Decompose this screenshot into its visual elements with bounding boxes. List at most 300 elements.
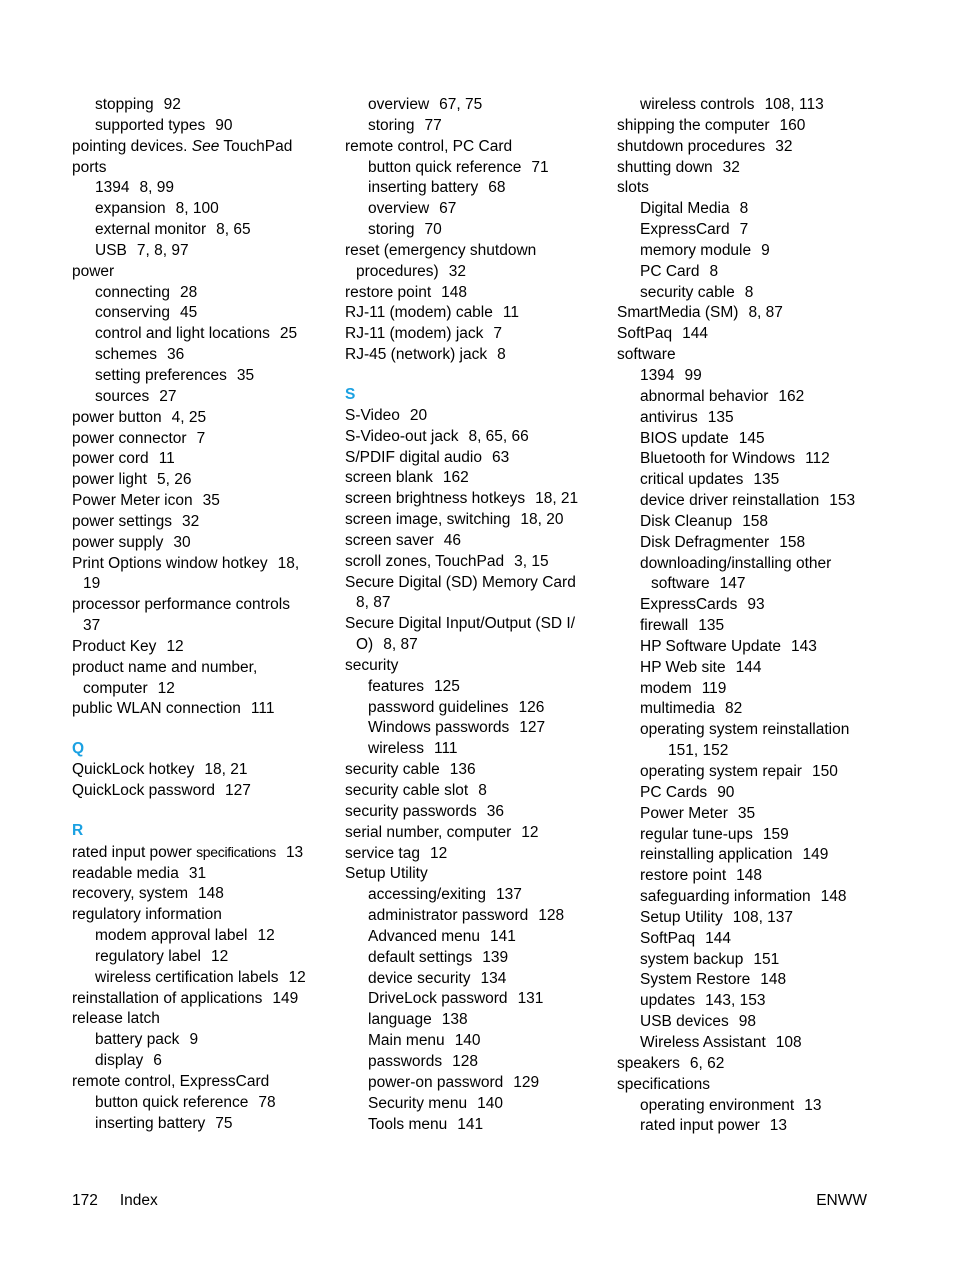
page-refs: 32: [181, 512, 200, 530]
entry-term: USB: [95, 241, 127, 259]
entry-term: reset (emergency shutdown: [345, 241, 537, 259]
index-subentry: [72, 947, 334, 968]
index-entry: [72, 884, 334, 905]
page-refs: 108, 137: [732, 908, 794, 926]
index-entry: [345, 802, 607, 823]
index-entry-cont: [72, 616, 334, 637]
page-refs: 32: [448, 262, 466, 280]
page-number: 172: [72, 1192, 98, 1209]
entry-term: Disk Defragmenter: [640, 533, 770, 551]
entry-term: RJ-11 (modem) cable: [345, 304, 493, 322]
page-refs: 148: [441, 283, 468, 301]
entry-term: language: [368, 1011, 432, 1029]
page-refs: 162: [778, 387, 805, 405]
index-subentry: [72, 387, 334, 408]
page-refs: 148: [760, 971, 787, 989]
entry-term: 1394: [640, 366, 675, 384]
index-subentry: [617, 679, 879, 700]
page-refs: 90: [215, 116, 233, 134]
entry-term: operating environment: [640, 1096, 795, 1114]
index-subentry: [345, 95, 607, 116]
page-refs: 25: [279, 325, 298, 343]
page-refs: 70: [424, 221, 442, 239]
index-subentry: [617, 241, 879, 262]
page-refs: 160: [779, 116, 806, 134]
page-refs: 8, 87: [356, 594, 391, 612]
entry-term: security cable slot: [345, 782, 469, 799]
page-refs: 125: [434, 677, 460, 695]
entry-term: processor performance controls: [72, 596, 290, 614]
entry-term: pointing devices.: [72, 137, 188, 155]
entry-term: BIOS update: [640, 429, 729, 447]
entry-term: Product Key: [72, 637, 157, 655]
entry-term: rated input power: [640, 1117, 760, 1135]
index-subentry: [345, 1073, 607, 1094]
entry-term: power: [72, 262, 115, 280]
entry-term: screen brightness hotkeys: [345, 490, 526, 508]
page-refs: 90: [717, 783, 735, 801]
index-subentry: [617, 783, 879, 804]
entry-term: supported types: [95, 116, 206, 134]
page-refs: 159: [762, 825, 789, 843]
index-entry: [72, 842, 334, 864]
index-entry: [72, 554, 334, 575]
index-subentry: [72, 303, 334, 324]
index-subentry: [617, 762, 879, 783]
index-entry-cont: [72, 574, 334, 595]
index-subentry: [617, 1033, 879, 1054]
page-refs: 7, 8, 97: [136, 241, 189, 259]
index-entry: [72, 491, 334, 512]
index-subentry: [617, 1096, 879, 1117]
index-entry: [72, 158, 334, 179]
entry-term: regulatory information: [72, 906, 222, 924]
index-subentry: [72, 968, 334, 989]
entry-term: restore point: [640, 867, 727, 885]
entry-term: Windows passwords: [368, 719, 510, 737]
page-refs: 6: [153, 1052, 162, 1070]
index-subentry: [617, 408, 879, 429]
index-subentry: [617, 262, 879, 283]
index-entry: [72, 262, 334, 283]
page-refs: 136: [449, 761, 476, 779]
entry-term: S-Video: [345, 406, 400, 424]
footer-left: [72, 1190, 158, 1212]
entry-term: rated input power: [72, 843, 192, 861]
page-refs: 138: [441, 1011, 468, 1029]
index-subentry: [72, 1114, 334, 1135]
page-refs: 77: [424, 116, 442, 134]
entry-term: schemes: [95, 346, 158, 364]
index-entry: [72, 408, 334, 429]
entry-term: storing: [368, 116, 415, 134]
entry-term: inserting battery: [368, 179, 479, 197]
entry-term: scroll zones, TouchPad: [345, 552, 505, 570]
page-refs: 8: [478, 782, 487, 799]
page-refs: 150: [811, 763, 838, 780]
page-refs: 144: [735, 658, 762, 676]
continuation-text: O): [356, 636, 374, 654]
page-refs: 11: [502, 304, 519, 322]
index-subentry: [345, 969, 607, 990]
entry-term: remote control, PC Card: [345, 137, 513, 155]
entry-term: power-on password: [368, 1073, 504, 1091]
page-refs: 145: [738, 429, 765, 447]
entry-term: RJ-45 (network) jack: [345, 346, 488, 364]
index-subentry: [617, 699, 879, 720]
section-letter: S: [345, 385, 356, 403]
continuation-text: 19: [83, 575, 101, 593]
entry-term: Security menu: [368, 1094, 468, 1112]
index-subentry: [345, 739, 607, 760]
index-subentry: [345, 158, 607, 179]
page-refs: 68: [488, 179, 506, 197]
index-subentry: [345, 906, 607, 927]
page-refs: 144: [682, 325, 709, 343]
entry-term: expansion: [95, 200, 166, 218]
index-entry: [345, 864, 607, 885]
entry-term: wireless controls: [640, 96, 755, 113]
index-entry: [345, 345, 607, 366]
page-refs: 6, 62: [689, 1054, 725, 1072]
page-refs: 35: [737, 804, 756, 822]
page-refs: 141: [490, 927, 516, 945]
index-entry: [345, 531, 607, 552]
entry-term: Digital Media: [640, 200, 730, 218]
page-refs: 4, 25: [171, 408, 207, 426]
index-subentry: [345, 698, 607, 719]
entry-term: Setup Utility: [345, 865, 428, 883]
entry-continuation: [72, 679, 334, 700]
index-subentry: [617, 220, 879, 241]
index-entry: [345, 656, 607, 677]
page-refs: 67, 75: [439, 96, 483, 113]
page-refs: 18, 21: [535, 490, 579, 508]
page-refs: 128: [452, 1052, 478, 1070]
index-entry: [72, 595, 334, 616]
page-refs: 111: [250, 700, 275, 718]
entry-term: Advanced menu: [368, 927, 481, 945]
index-subentry: [617, 720, 879, 741]
entry-term: Setup Utility: [640, 908, 723, 926]
entry-continuation: [72, 616, 334, 637]
page-refs: 141: [457, 1115, 484, 1133]
index-subentry: [617, 825, 879, 846]
page-refs: 135: [698, 617, 725, 635]
entry-term: product name and number,: [72, 658, 258, 676]
page-refs: 162: [442, 469, 469, 487]
entry-term: Disk Cleanup: [640, 512, 733, 530]
page-refs: 36: [486, 802, 505, 820]
index-entry: [72, 449, 334, 470]
entry-term: screen saver: [345, 531, 434, 549]
page-refs: 137: [496, 886, 522, 904]
index-column-2: [345, 95, 607, 1135]
page-refs: 31: [188, 864, 207, 882]
index-entry-cont: [345, 593, 607, 614]
index-entry: [345, 781, 607, 802]
index-subentry: [617, 283, 879, 304]
page-refs: 8: [497, 346, 506, 364]
page-refs: 5, 26: [156, 471, 192, 489]
page-refs: 149: [802, 846, 829, 864]
entry-term: overview: [368, 200, 430, 218]
see-reference: See: [191, 137, 220, 155]
page-refs: 7: [196, 429, 206, 447]
page-refs: 12: [521, 823, 539, 841]
index-entry: [72, 864, 334, 885]
index-entry: [72, 470, 334, 491]
page-refs: 108, 113: [764, 96, 824, 113]
index-subentry: [345, 1115, 607, 1136]
index-subentry: [72, 178, 334, 199]
entry-term: serial number, computer: [345, 823, 512, 841]
page-refs: 129: [513, 1073, 540, 1091]
index-entry: [345, 448, 607, 469]
entry-term: Tools menu: [368, 1115, 448, 1133]
page-refs: 99: [684, 366, 702, 384]
page-refs: 127: [519, 719, 546, 737]
index-entry: [72, 989, 334, 1010]
page-refs: 30: [173, 533, 191, 551]
page-refs: 36: [167, 346, 185, 364]
index-entry: [345, 427, 607, 448]
entry-term: security cable: [345, 761, 440, 779]
page-refs: 12: [257, 927, 275, 945]
entry-term: screen image, switching: [345, 511, 511, 529]
entry-term: wireless certification labels: [95, 968, 279, 986]
entry-term: SoftPaq: [617, 325, 673, 343]
index-entry-cont: [345, 635, 607, 656]
index-subentry: [617, 512, 879, 533]
index-entry: [617, 1054, 879, 1075]
entry-term: stopping: [95, 96, 154, 113]
page-refs: 108: [775, 1033, 802, 1051]
entry-term: service tag: [345, 844, 420, 862]
entry-term: operating system repair: [640, 763, 802, 780]
index-entry: [345, 137, 607, 158]
page-refs: 8, 87: [748, 304, 783, 322]
entry-term: recovery, system: [72, 885, 188, 903]
entry-term: QuickLock hotkey: [72, 761, 195, 779]
entry-term: HP Web site: [640, 658, 726, 676]
index-entry: [345, 614, 607, 635]
section-letter: Q: [72, 740, 85, 758]
entry-term: power settings: [72, 512, 172, 530]
index-entry: [617, 303, 879, 324]
index-entry-cont: [617, 574, 879, 595]
entry-term: inserting battery: [95, 1114, 206, 1132]
index-subentry: [617, 845, 879, 866]
page-refs: 8: [709, 262, 719, 280]
entry-term: Wireless Assistant: [640, 1033, 766, 1051]
entry-term-tail: specifications: [196, 843, 276, 860]
entry-term: 1394: [95, 179, 130, 197]
index-subentry: [617, 554, 879, 575]
index-entry: [72, 512, 334, 533]
entry-term: conserving: [95, 304, 170, 322]
index-subentry: [617, 533, 879, 554]
index-entry: [345, 552, 607, 573]
entry-term: reinstallation of applications: [72, 989, 263, 1007]
entry-term: firewall: [640, 617, 689, 635]
entry-term: modem: [640, 679, 692, 697]
page-refs: 35: [236, 366, 255, 384]
index-subentry: [617, 804, 879, 825]
continuation-text: computer: [83, 679, 148, 697]
page-refs: 12: [429, 844, 448, 862]
index-column-1: [72, 95, 334, 1135]
index-subentry: [345, 927, 607, 948]
section-name: Index: [119, 1192, 158, 1209]
entry-term: safeguarding information: [640, 888, 811, 906]
section-letter: R: [72, 821, 84, 839]
entry-term: display: [95, 1052, 144, 1070]
page-refs: 153: [829, 492, 856, 510]
entry-continuation: [345, 262, 607, 283]
entry-term: S-Video-out jack: [345, 427, 459, 445]
entry-term: speakers: [617, 1054, 680, 1072]
index-subentry: [617, 887, 879, 908]
entry-term: downloading/installing other: [640, 554, 832, 572]
index-subentry: [72, 345, 334, 366]
entry-term: accessing/exiting: [368, 886, 487, 904]
entry-term: setting preferences: [95, 366, 227, 384]
entry-term: power button: [72, 408, 162, 426]
doc-code: ENWW: [816, 1192, 867, 1209]
page-refs: 8: [744, 283, 754, 301]
page-refs: 151, 152: [668, 742, 729, 760]
page-refs: 144: [705, 929, 732, 947]
index-subentry: [345, 948, 607, 969]
entry-term: Power Meter icon: [72, 492, 193, 510]
index-subentry: [345, 718, 607, 739]
index-entry: [345, 844, 607, 865]
index-entry: [72, 533, 334, 554]
index-subentry: [345, 178, 607, 199]
index-subentry: [345, 1094, 607, 1115]
entry-term: updates: [640, 992, 696, 1010]
index-entry: [345, 468, 607, 489]
entry-term: security passwords: [345, 802, 477, 820]
entry-term: Power Meter: [640, 804, 728, 822]
index-entry: [345, 303, 607, 324]
entry-term: readable media: [72, 864, 179, 882]
entry-term: release latch: [72, 1010, 160, 1028]
index-subentry: [617, 866, 879, 887]
index-entry: [345, 489, 607, 510]
entry-term: Main menu: [368, 1032, 445, 1050]
page-refs: 111: [433, 740, 458, 758]
entry-term: critical updates: [640, 471, 744, 489]
entry-term: device security: [368, 969, 471, 987]
entry-term: storing: [368, 221, 415, 239]
page-refs: 134: [480, 969, 507, 987]
index-subentry: [72, 1030, 334, 1051]
index-subentry: [345, 1031, 607, 1052]
index-subentry: [617, 929, 879, 950]
entry-term: S/PDIF digital audio: [345, 448, 482, 466]
index-subentry: [345, 1052, 607, 1073]
index-subentry: [72, 241, 334, 262]
index-entry: [72, 1009, 334, 1030]
entry-term: default settings: [368, 948, 473, 966]
page-refs: 131: [517, 990, 544, 1008]
page-refs: 71: [531, 158, 549, 176]
index-subentry: [617, 908, 879, 929]
page-refs: 35: [202, 492, 220, 510]
entry-term: regulatory label: [95, 947, 201, 965]
entry-term: overview: [368, 96, 430, 113]
page-refs: 92: [163, 96, 181, 113]
index-entry: [345, 283, 607, 304]
entry-term: HP Software Update: [640, 637, 782, 655]
page-refs: 147: [719, 575, 746, 593]
entry-term: public WLAN connection: [72, 700, 241, 718]
entry-term: specifications: [617, 1075, 711, 1093]
entry-term: Bluetooth for Windows: [640, 450, 796, 468]
entry-term: operating system reinstallation: [640, 721, 850, 739]
entry-continuation: [345, 635, 607, 656]
index-entry-cont: [345, 262, 607, 283]
entry-term: Secure Digital Input/Output (SD I/: [345, 615, 576, 633]
index-subentry: [617, 970, 879, 991]
page-refs: 7: [739, 221, 749, 239]
entry-term: external monitor: [95, 221, 207, 239]
page-refs: 32: [722, 158, 740, 176]
index-entry: [72, 760, 334, 781]
entry-term: shipping the computer: [617, 116, 770, 134]
page-refs: 143, 153: [705, 992, 766, 1010]
entry-term: security cable: [640, 283, 735, 301]
page-refs: 8: [739, 200, 749, 218]
page-refs: 12: [166, 637, 184, 655]
entry-term: PC Card: [640, 262, 700, 280]
entry-term: remote control, ExpressCard: [72, 1072, 270, 1090]
page-refs: 27: [159, 387, 177, 405]
index-entry: [72, 905, 334, 926]
entry-term: ports: [72, 158, 107, 176]
index-subentry: [617, 429, 879, 450]
entry-term: shutdown procedures: [617, 137, 766, 155]
entry-term: slots: [617, 179, 649, 197]
entry-term: shutting down: [617, 158, 713, 176]
entry-term: battery pack: [95, 1031, 180, 1049]
entry-term: control and light locations: [95, 325, 270, 343]
entry-term: power supply: [72, 533, 164, 551]
page-refs: 8, 65, 66: [468, 427, 529, 445]
entry-term: features: [368, 677, 425, 695]
page-refs: 149: [272, 989, 299, 1007]
index-entry: [617, 116, 879, 137]
page-refs: 140: [477, 1094, 503, 1112]
index-entry: [345, 510, 607, 531]
index-subentry: [72, 1051, 334, 1072]
index-subentry: [617, 1012, 879, 1033]
entry-term: security: [345, 656, 399, 674]
index-subentry: [617, 470, 879, 491]
entry-term: USB devices: [640, 1013, 729, 1031]
page-refs: 13: [804, 1096, 822, 1114]
index-entry: [72, 137, 334, 158]
index-subentry: [617, 658, 879, 679]
entry-term: system backup: [640, 950, 744, 968]
page-refs: 32: [775, 137, 793, 155]
entry-term: RJ-11 (modem) jack: [345, 325, 484, 343]
index-entry: [72, 781, 334, 802]
page-refs: 143: [791, 637, 817, 655]
entry-continuation: [72, 574, 334, 595]
